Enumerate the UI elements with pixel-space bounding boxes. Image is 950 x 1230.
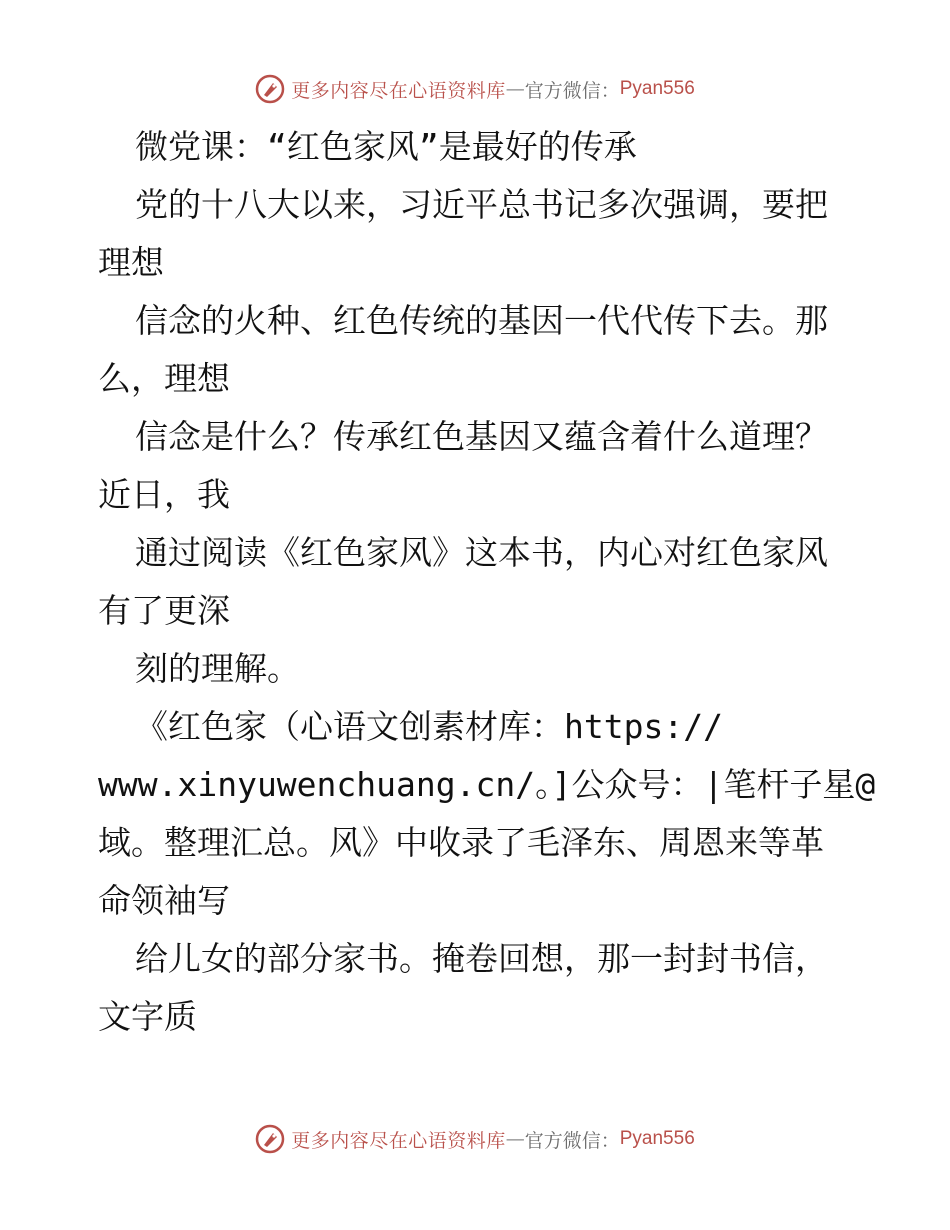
- body-line: 近日，我: [98, 475, 230, 514]
- body-line: 党的十八大以来，习近平总书记多次强调，要把: [135, 185, 828, 224]
- document-body: [98, 118, 876, 1046]
- body-line: 《红色家（心语文创素材库：https://: [135, 707, 723, 746]
- footer-wechat-label: 官方微信：: [524, 1129, 620, 1152]
- body-line: 刻的理解。: [135, 649, 300, 688]
- body-line: 理想: [98, 243, 164, 282]
- body-line: 给儿女的部分家书。掩卷回想，那一封封书信，: [135, 939, 828, 978]
- body-line: www.xinyuwenchuang.cn/。]公众号：|笔杆子星@: [98, 765, 876, 804]
- body-line: 微党课：“红色家风”是最好的传承: [135, 127, 637, 166]
- body-line: 么，理想: [98, 359, 230, 398]
- body-line: 信念是什么？传承红色基因又蕴含着什么道理？: [135, 417, 828, 456]
- body-line: 有了更深: [98, 591, 230, 630]
- body-line: 信念的火种、红色传统的基因一代代传下去。那: [135, 301, 828, 340]
- footer-wechat-id: Pyan556: [619, 1128, 695, 1149]
- body-line: 文字质: [98, 997, 197, 1036]
- body-line: 命领袖写: [98, 881, 230, 920]
- page-footer: [0, 1124, 950, 1154]
- body-line: 域。整理汇总。风》中收录了毛泽东、周恩来等革: [98, 823, 824, 862]
- body-line: 通过阅读《红色家风》这本书，内心对红色家风: [135, 533, 828, 572]
- header-brand: 更多内容尽在心语资料库: [291, 79, 506, 102]
- page-header: [0, 74, 950, 104]
- footer-separator: —: [505, 1128, 525, 1150]
- header-separator: —: [505, 78, 525, 100]
- pen-nib-circle-icon: [255, 74, 285, 104]
- header-wechat-label: 官方微信：: [524, 79, 620, 102]
- pen-nib-circle-icon: [255, 1124, 285, 1154]
- header-wechat-id: Pyan556: [619, 78, 695, 99]
- footer-brand: 更多内容尽在心语资料库: [291, 1129, 506, 1152]
